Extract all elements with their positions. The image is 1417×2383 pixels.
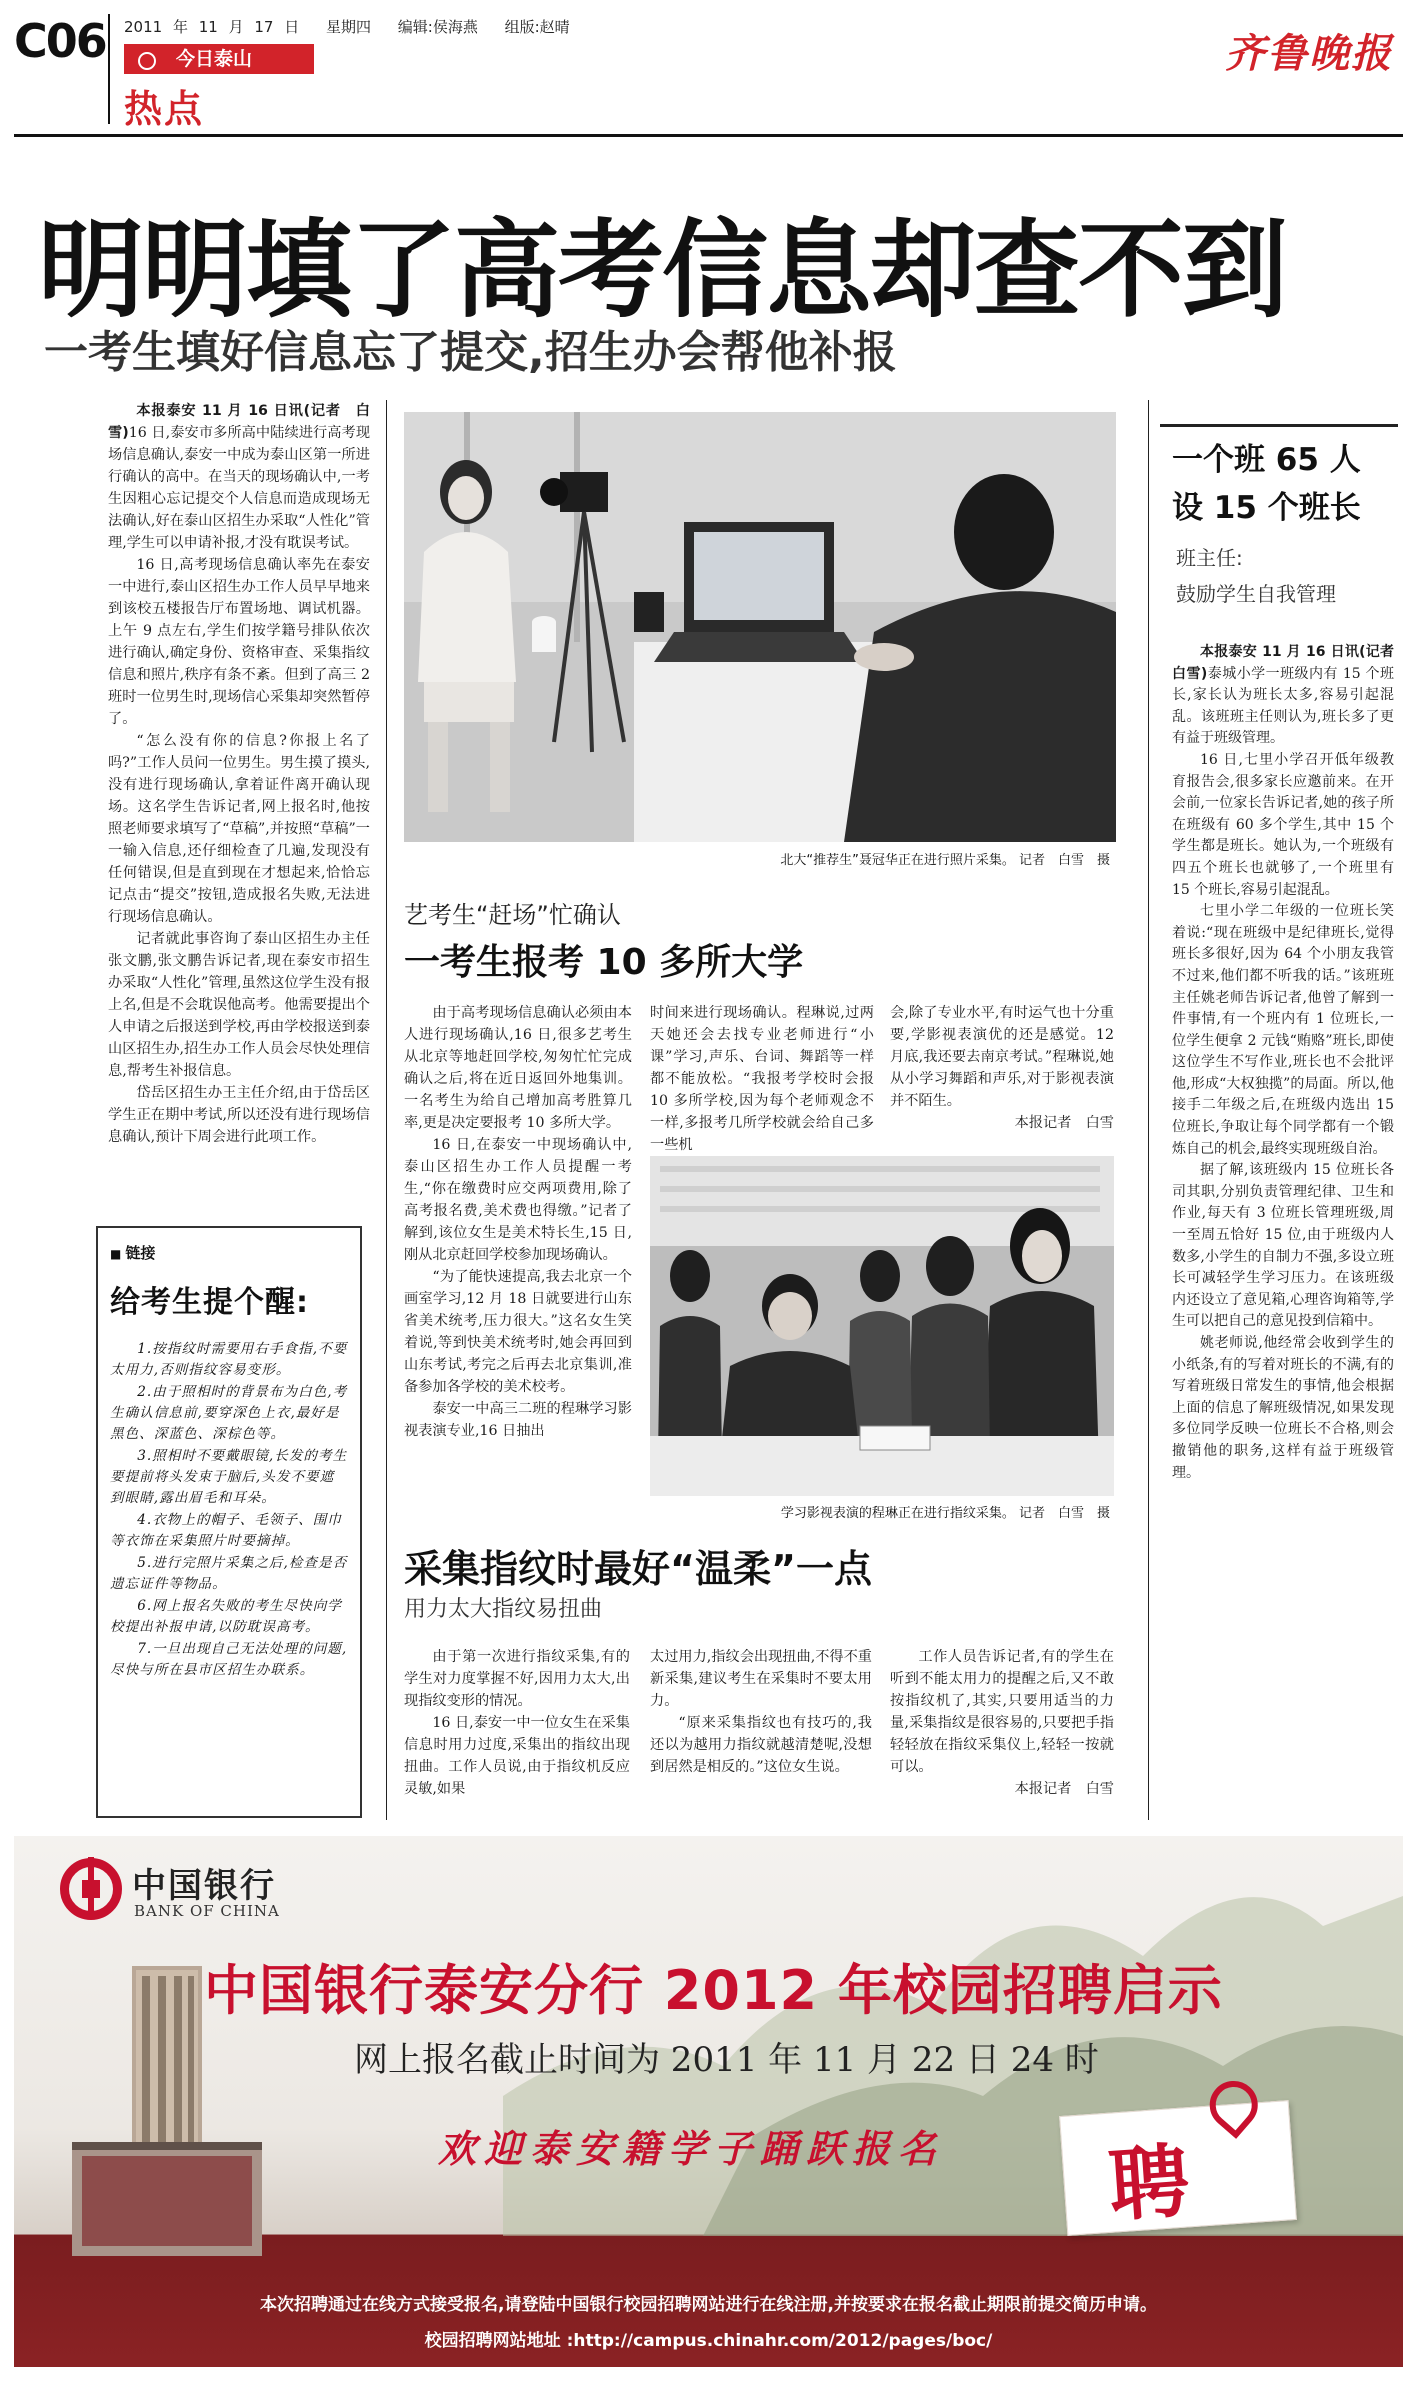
tip-item: 7.一旦出现自己无法处理的问题,尽快与所在县市区招生办联系。 (110, 1641, 348, 1678)
ad-footer-note: 本次招聘通过在线方式接受报名,请登陆中国银行校园招聘网站进行在线注册,并按要求在报名截止期限前提交简历申请。 (260, 2295, 1157, 2315)
side-story-subtitle-line: 鼓励学生自我管理 (1176, 582, 1336, 606)
tip-item: 1.按指纹时需要用右手食指,不要太用力,否则指纹容易变形。 (110, 1341, 348, 1378)
story3-column-2 (650, 1646, 872, 1778)
main-story-lead (108, 400, 370, 554)
story2-column-2 (650, 1002, 874, 1156)
photo-confirmation-caption: 北大“推荐生”聂冠华正在进行照片采集。 记者 白雪 摄 (780, 853, 1110, 868)
side-story-subtitle (1176, 540, 1396, 612)
tip-item: 2.由于照相时的背景布为白色,考生确认信息前,要穿深色上衣,最好是黑色、深蓝色、深棕色等。 (110, 1384, 348, 1442)
side-story-title (1172, 436, 1392, 532)
story3-column-1 (404, 1646, 630, 1800)
masthead-meta (124, 16, 586, 37)
tips-title: 给考生提个醒: (110, 1285, 309, 1320)
main-story-paragraph: 16 日,高考现场信息确认率先在泰安一中进行,泰山区招生办工作人员早早地来到该校五楼报告厅布置场地、调试机器。上午 9 点左右,学生们按学籍号排队依次进行确认,确定身份、资格审查、采集指纹信息和照片,秩序有条不紊。但到了高三 2 班时一位男生时,现场信心采集却突然暂停了。 (108, 557, 370, 727)
column-rule (1148, 400, 1149, 1820)
main-story-byline: 本报泰安 11 月 16 日讯(记者 白雪) (108, 403, 370, 441)
ad-recruit-url[interactable]: 校园招聘网站地址 :http://campus.chinahr.com/2012/pages/boc/ (424, 2331, 993, 2351)
tips-box (96, 1226, 362, 1818)
side-story-paragraph: 姚老师说,他经常会收到学生的小纸条,有的写着对班长的不满,有的写着班级日常发生的事情,他会根据上面的信息了解班级情况,如果发现多位同学反映一位班长不合格,则会撤销他的职务,这样有益于班级管理。 (1172, 1335, 1394, 1481)
story3-signature: 本报记者 白雪 (1014, 1781, 1114, 1797)
tip-item: 3.照相时不要戴眼镜,长发的考生要提前将头发束于脑后,头发不要遮到眼睛,露出眉毛和耳朵。 (110, 1448, 348, 1506)
issue-date: 2011 年 11 月 17 日 (124, 18, 300, 36)
photo-fingerprint-caption: 学习影视表演的程琳正在进行指纹采集。 记者 白雪 摄 (780, 1506, 1110, 1521)
ad-deadline: 网上报名截止时间为 2011 年 11 月 22 日 24 时 (354, 2040, 1099, 2080)
masthead-divider (108, 14, 110, 124)
story3-paragraph: 太过用力,指纹会出现扭曲,不得不重新采集,建议考生在采集时不要太用力。 (650, 1649, 872, 1709)
side-story-paragraph: 泰城小学一班级内有 15 个班长,家长认为班长太多,容易引起混乱。该班班主任则认为,班长多了更有益于班级管理。 (1172, 665, 1395, 747)
story2-title: 一考生报考 10 多所大学 (404, 942, 804, 983)
main-story-paragraph: 岱岳区招生办王主任介绍,由于岱岳区学生正在期中考试,所以还没有进行现场信息确认,预计下周会进行此项工作。 (108, 1085, 370, 1145)
photo-confirmation-image (404, 412, 1116, 842)
story3-column-3 (890, 1646, 1114, 1800)
page-number: C06 (14, 14, 106, 68)
main-subheadline: 一考生填好信息忘了提交,招生办会帮他补报 (44, 327, 897, 378)
masthead-rule (14, 134, 1403, 137)
bank-name-en: BANK OF CHINA (134, 1902, 280, 1920)
side-story-lead (1172, 642, 1408, 750)
side-story (1172, 642, 1408, 1484)
story3-paragraph: 工作人员告诉记者,有的学生在听到不能太用力的提醒之后,又不敢按指纹机了,其实,只要用适当的力量,采集指纹是很容易的,只要把手指轻轻放在指纹采集仪上,轻轻一按就可以。 (890, 1649, 1114, 1775)
story2-signature: 本报记者 白雪 (1014, 1115, 1114, 1131)
editor-credit: 编辑:侯海燕 (397, 18, 478, 36)
side-story-byline: 本报泰安 11 月 16 日讯(记者 白雪) (1172, 644, 1408, 682)
main-story-paragraph: 16 日,泰安市多所高中陆续进行高考现场信息确认,泰安一中成为泰山区第一所进行确认的高中。在当天的现场确认中,一考生因粗心忘记提交个人信息而造成现场无法确认,好在泰山区招生办采取“人性化”管理,学生可以申请补报,才没有耽误考试。 (108, 425, 371, 551)
tip-item: 5.进行完照片采集之后,检查是否遗忘证件等物品。 (110, 1555, 348, 1592)
side-story-paragraph: 七里小学二年级的一位班长笑着说:“现在班级中是纪律班长,觉得班长多很好,因为 64 个小朋友我管不过来,他们都不听我的话。”该班班主任姚老师告诉记者,他曾了解到一件事情,有一个班内有 1 位班长,一位学生便拿 2 元钱“贿赂”班长,即使这位学生不写作业,班长也不会批评他,形成“大权独揽”的局面。所以,他接手二年级之后,在班级内选出 15 位班长,争取让每个同学都有一个锻炼自己的机会,最终实现班级自治。 (1172, 903, 1394, 1157)
paper-logo: 齐鲁晚报 (1225, 30, 1393, 77)
tips-list (110, 1339, 348, 1681)
bank-name: 中国银行 (132, 1866, 276, 1906)
story3-subtitle: 用力太大指纹易扭曲 (404, 1597, 603, 1622)
bank-advertisement (14, 1836, 1403, 2367)
side-story-paragraph: 16 日,七里小学召开低年级教育报告会,很多家长应邀前来。在开会前,一位家长告诉记者,她的孩子所在班级有 60 多个学生,其中 15 个学生都是班长。她认为,一个班级有四五个班长也就够了,一个班里有 15 个班长,容易引起混乱。 (1172, 751, 1394, 898)
main-story-paragraph: 记者就此事咨询了泰山区招生办主任张文鹏,张文鹏告诉记者,现在泰安市招生办采取“人性化”管理,虽然这位学生没有报上名,但是不会耽误他高考。他需要提出个人申请之后报送到学校,再由学校报送到泰山区招生办,招生办工作人员会尽快处理信息,帮考生补报信息。 (108, 931, 370, 1079)
photo-fingerprint-image (650, 1156, 1114, 1496)
story2-column-1 (404, 1002, 632, 1442)
story2-paragraph: 会,除了专业水平,有时运气也十分重要,学影视表演优的还是感觉。12 月底,我还要去南京考试。”程琳说,她从小学习舞蹈和声乐,对于影视表演并不陌生。 (890, 1005, 1114, 1109)
side-story-subtitle-line: 班主任: (1176, 546, 1243, 570)
issue-weekday: 星期四 (325, 18, 371, 36)
story2-paragraph: “为了能快速提高,我去北京一个画室学习,12 月 18 日就要进行山东省美术统考,压力很大。”这名女生笑着说,等到快美术统考时,她会再回到山东考试,考完之后再去北京集训,准备参加各学校的美术校考。 (404, 1269, 632, 1395)
tip-item: 6.网上报名失败的考生尽快向学校提出补报申请,以防耽误高考。 (110, 1598, 342, 1635)
story2-paragraph: 时间来进行现场确认。程琳说,过两天她还会去找专业老师进行“小课”学习,声乐、台词、舞蹈等一样都不能放松。“我报考学校时会报 10 多所学校,因为每个老师观念不一样,多报考几所学校就会给自己多一些机 (650, 1005, 874, 1153)
column-label: 热点 (124, 87, 205, 131)
main-story (108, 400, 370, 1148)
story2-paragraph: 由于高考现场信息确认必须由本人进行现场确认,16 日,很多艺考生从北京等地赶回学校,匆匆忙忙完成确认之后,将在近日返回外地集训。一名考生为给自己增加高考胜算几率,更是决定要报考 10 多所大学。 (404, 1005, 632, 1131)
side-story-title-line: 设 15 个班长 (1172, 490, 1361, 526)
recruit-tag (1059, 2100, 1297, 2236)
main-story-paragraph: “怎么没有你的信息?你报上名了吗?”工作人员问一位男生。男生摸了摸头,没有进行现场确认,拿着证件离开确认现场。这名学生告诉记者,网上报名时,他按照老师要求填写了“草稿”,并按照“草稿”一一输入信息,还仔细检查了几遍,发现没有任何错误,但是直到现在才想起来,恰恰忘记点击“提交”按钮,造成报名失败,无法进行现场信息确认。 (108, 733, 370, 925)
story3-paragraph: “原来采集指纹也有技巧的,我还以为越用力指纹就越清楚呢,没想到居然是相反的。”这位女生说。 (650, 1715, 872, 1775)
layout-credit: 组版:赵晴 (504, 18, 570, 36)
story3-title: 采集指纹时最好“温柔”一点 (404, 1547, 872, 1591)
story2-paragraph: 16 日,在泰安一中现场确认中,泰山区招生办工作人员提醒一考生,“你在缴费时应交两项费用,除了高考报名费,美术费也得缴。”记者了解到,该位女生是美术特长生,15 日,刚从北京赶回学校参加现场确认。 (404, 1137, 632, 1263)
story2-paragraph: 泰安一中高三二班的程琳学习影视表演专业,16 日抽出 (404, 1401, 632, 1439)
bank-of-china-logo (60, 1858, 122, 1920)
side-story-title-line: 一个班 65 人 (1172, 442, 1361, 478)
photo-fingerprint (650, 1156, 1114, 1496)
story3-paragraph: 由于第一次进行指纹采集,有的学生对力度掌握不好,因用力太大,出现指纹变形的情况。 (404, 1649, 630, 1709)
main-headline: 明明填了高考信息却查不到 (38, 209, 1286, 332)
recruit-tag-char: 聘 (1105, 2133, 1193, 2233)
side-story-paragraph: 据了解,该班级内 15 位班长各司其职,分别负责管理纪律、卫生和作业,每天有 3 位班长管理班级,周一至周五恰好 15 位,由于班级内人数多,小学生的自制力不强,多设立班长可减轻学生学习压力。在该班级内还设立了意见箱,心理咨询箱等,学生可以把自己的意见投到信箱中。 (1172, 1162, 1394, 1330)
ad-welcome-slogan: 欢迎泰安籍学子踊跃报名 (438, 2126, 945, 2171)
section-label: 今日泰山 (124, 44, 314, 74)
photo-confirmation (404, 412, 1116, 842)
side-story-rule (1160, 424, 1398, 427)
tip-item: 4.衣物上的帽子、毛领子、围巾等衣饰在采集照片时要摘掉。 (110, 1512, 342, 1549)
ad-title: 中国银行泰安分行 2012 年校园招聘启示 (204, 1959, 1223, 2022)
tips-tag: ■ 链接 (110, 1242, 348, 1263)
story2-column-3 (890, 1002, 1114, 1134)
story2-kicker: 艺考生“赶场”忙确认 (404, 901, 621, 929)
masthead (0, 0, 1417, 135)
story3-paragraph: 16 日,泰安一中一位女生在采集信息时用力过度,采集出的指纹出现扭曲。工作人员说,由于指纹机反应灵敏,如果 (404, 1715, 630, 1797)
column-rule (386, 400, 387, 1820)
